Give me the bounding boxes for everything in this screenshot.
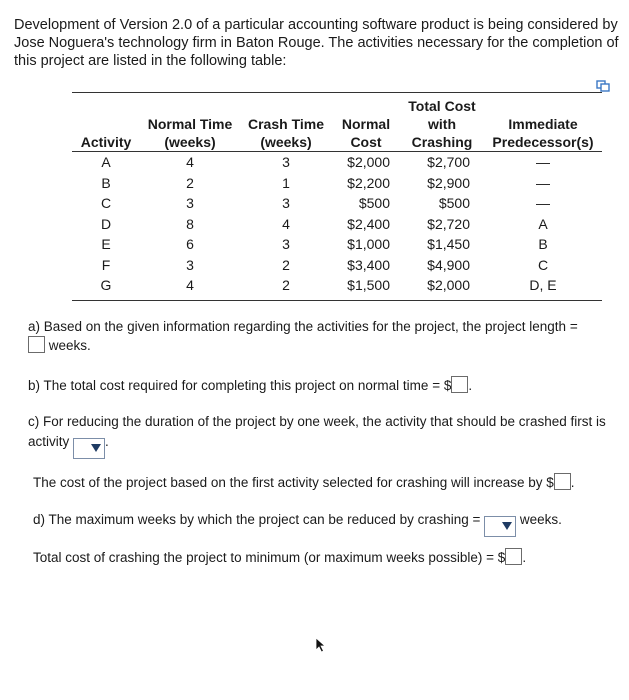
table-top-rule	[72, 92, 602, 93]
question-b	[28, 376, 472, 395]
table-row	[72, 234, 602, 255]
question-c-text: c) For reducing the duration of the project by one week, the activity that should be crashed first is activity	[28, 414, 606, 449]
cell-crash-cost: $1,450	[427, 236, 470, 252]
cell-crash-cost: $500	[438, 195, 470, 211]
cell-normal-time: 4	[186, 154, 194, 170]
total-crash-cost-period: .	[522, 550, 527, 565]
crash-activity-dropdown[interactable]	[73, 438, 105, 459]
cell-normal-cost: $500	[358, 195, 390, 211]
cell-normal-cost: $2,200	[347, 174, 390, 191]
table-header-row	[72, 97, 602, 152]
cell-activity: B	[101, 174, 111, 191]
cell-crash-time: 1	[282, 174, 290, 191]
cell-crash-cost: $4,900	[427, 256, 470, 273]
cell-normal-time: 8	[186, 215, 194, 232]
table-row	[72, 255, 602, 276]
cost-increase-input[interactable]	[554, 473, 571, 490]
question-a	[28, 318, 618, 355]
project-length-input[interactable]	[28, 336, 45, 353]
cell-crash-time: 3	[282, 195, 290, 211]
cell-crash-time: 3	[282, 154, 290, 170]
cell-crash-cost: $2,700	[427, 154, 470, 170]
header-predecessors: Immediate Predecessor(s)	[484, 97, 602, 152]
cell-crash-cost: $2,720	[427, 215, 470, 232]
activity-table-container	[72, 92, 602, 301]
table-bottom-rule	[72, 300, 602, 301]
cell-predecessor: —	[536, 195, 550, 211]
cell-normal-time: 6	[186, 236, 194, 252]
question-b-text: b) The total cost required for completing this project on normal time = $	[28, 378, 452, 393]
header-total-cost-crashing: Total Cost with Crashing	[400, 97, 484, 152]
cell-normal-cost: $3,400	[347, 256, 390, 273]
header-normal-time: Normal Time (weeks)	[140, 97, 240, 152]
cell-normal-cost: $1,500	[347, 277, 390, 293]
question-c	[28, 412, 618, 459]
question-d-text: d) The maximum weeks by which the project can be reduced by crashing =	[33, 512, 481, 527]
cell-predecessor: C	[537, 256, 549, 273]
table-row	[72, 193, 602, 214]
cell-activity: D	[100, 215, 112, 232]
cell-crash-time: 2	[282, 277, 290, 293]
cell-activity: A	[101, 154, 111, 170]
activity-table	[72, 97, 602, 296]
cell-activity: C	[100, 195, 112, 211]
question-d	[33, 511, 562, 537]
cell-predecessor: A	[538, 215, 548, 232]
question-c-period: .	[105, 434, 109, 449]
header-normal-cost: Normal Cost	[332, 97, 400, 152]
total-crash-cost-text: Total cost of crashing the project to minimum (or maximum weeks possible) = $	[33, 550, 506, 565]
normal-cost-input[interactable]	[451, 376, 468, 393]
chevron-down-icon	[91, 444, 101, 452]
cell-crash-time: 3	[282, 236, 290, 252]
cell-activity: F	[101, 256, 111, 273]
cell-normal-cost: $2,400	[347, 215, 390, 232]
cell-predecessor: —	[536, 174, 550, 191]
table-row	[72, 275, 602, 296]
cell-normal-cost: $1,000	[347, 236, 390, 252]
question-a-text: a) Based on the given information regarding the activities for the project, the project length =	[28, 319, 578, 334]
copy-icon[interactable]	[596, 80, 610, 92]
header-activity: Activity	[72, 97, 140, 152]
cell-predecessor: B	[538, 236, 548, 252]
cell-crash-time: 2	[282, 256, 290, 273]
header-crash-time: Crash Time (weeks)	[240, 97, 332, 152]
mouse-pointer-icon	[315, 637, 327, 653]
cell-normal-time: 3	[186, 256, 194, 273]
question-cost-increase	[33, 473, 575, 492]
question-total-crash-cost	[33, 548, 526, 567]
question-a-suffix: weeks.	[48, 338, 91, 353]
cell-crash-time: 4	[282, 215, 290, 232]
problem-intro: Development of Version 2.0 of a particular accounting software product is being considered by Jose Noguera's technology firm in Baton Rouge. The activities necessary for the completion of this project are listed in the following table:	[14, 17, 619, 69]
question-b-period: .	[468, 378, 473, 393]
cell-normal-time: 2	[186, 174, 194, 191]
cell-predecessor: —	[536, 154, 550, 170]
cell-activity: E	[101, 236, 111, 252]
cell-predecessor: D, E	[529, 277, 557, 293]
chevron-down-icon	[502, 522, 512, 530]
max-weeks-dropdown[interactable]	[484, 516, 516, 537]
question-d-suffix: weeks.	[519, 512, 562, 527]
cost-increase-text: The cost of the project based on the first activity selected for crashing will increase by $	[33, 475, 554, 490]
cell-crash-cost: $2,000	[427, 277, 470, 293]
cell-activity: G	[100, 277, 112, 293]
cell-normal-cost: $2,000	[347, 154, 390, 170]
cost-increase-period: .	[570, 475, 575, 490]
cell-normal-time: 3	[186, 195, 194, 211]
total-crash-cost-input[interactable]	[505, 548, 522, 565]
table-row	[72, 214, 602, 235]
cell-crash-cost: $2,900	[427, 174, 470, 191]
table-row	[72, 173, 602, 194]
table-row	[72, 152, 602, 173]
cell-normal-time: 4	[186, 277, 194, 293]
